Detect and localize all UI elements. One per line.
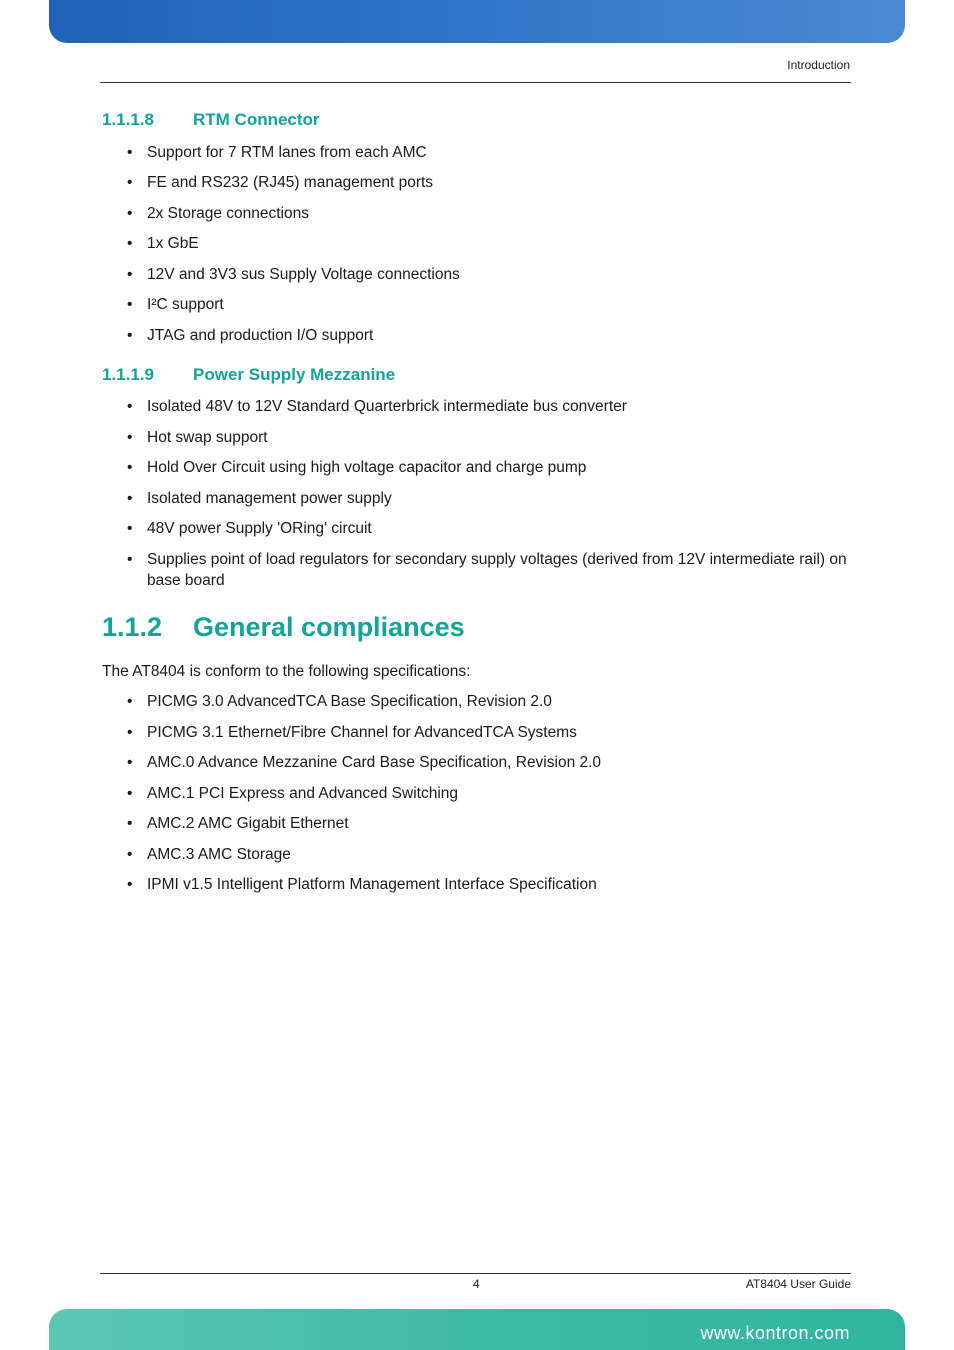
rtm-feature-list [102, 142, 852, 346]
list-item: • AMC.3 AMC Storage [127, 845, 291, 863]
bullet-icon: • [127, 459, 133, 476]
list-item: • I²C support [127, 296, 224, 313]
footer-divider [100, 1273, 851, 1274]
bullet-icon: • [127, 845, 133, 863]
list-item: • JTAG and production I/O support [127, 326, 374, 344]
bullet-icon: • [127, 754, 133, 771]
bullet-icon: • [127, 520, 133, 537]
psm-section-title: Power Supply Mezzanine [193, 364, 396, 384]
list-item: • 1x GbE [127, 235, 199, 252]
list-item: • Support for 7 RTM lanes from each AMC [127, 143, 427, 161]
compliance-section-title: General compliances [193, 612, 465, 642]
psm-feature-list [102, 396, 852, 591]
page-number: 4 [473, 1277, 480, 1291]
list-item: • 12V and 3V3 sus Supply Voltage connections [127, 265, 460, 283]
bullet-icon: • [127, 876, 133, 893]
document-title: AT8404 User Guide [745, 1277, 851, 1291]
list-item: • Hot swap support [127, 428, 268, 446]
list-item: • IPMI v1.5 Intelligent Platform Management Interface Specification [127, 876, 597, 893]
list-item: • AMC.2 AMC Gigabit Ethernet [127, 815, 349, 832]
bullet-icon: • [127, 550, 133, 568]
compliance-intro-paragraph: The AT8404 is conform to the following specifications: [102, 662, 471, 680]
power-supply-mezzanine-section [102, 363, 852, 591]
bullet-icon: • [127, 174, 133, 191]
list-item: • FE and RS232 (RJ45) management ports [127, 174, 434, 191]
general-compliances-section [102, 608, 852, 896]
bullet-icon: • [127, 143, 133, 161]
top-banner [49, 0, 905, 43]
rtm-section-title: RTM Connector [193, 110, 320, 129]
list-item: • AMC.1 PCI Express and Advanced Switching [127, 784, 459, 802]
bullet-icon: • [127, 693, 133, 710]
bullet-icon: • [127, 489, 133, 507]
list-item: • AMC.0 Advance Mezzanine Card Base Specification, Revision 2.0 [127, 754, 602, 771]
header-divider [100, 82, 851, 83]
list-item: • Supplies point of load regulators for secondary supply voltages (derived from 12V intermediate rail) on base board [127, 550, 847, 589]
list-item: • PICMG 3.1 Ethernet/Fibre Channel for AdvancedTCA Systems [127, 723, 577, 741]
list-item: • Isolated management power supply [127, 489, 392, 507]
bullet-icon: • [127, 235, 133, 252]
list-item: • 2x Storage connections [127, 204, 309, 222]
bullet-icon: • [127, 723, 133, 741]
running-header: Introduction [787, 58, 850, 72]
power-supply-mezzanine-heading [102, 363, 852, 387]
list-item: • PICMG 3.0 AdvancedTCA Base Specification, Revision 2.0 [127, 693, 552, 710]
page-content [102, 108, 852, 895]
bullet-icon: • [127, 398, 133, 415]
website-link[interactable]: www.kontron.com [700, 1323, 850, 1343]
bullet-icon: • [127, 428, 133, 446]
compliance-spec-list [102, 691, 852, 895]
general-compliances-heading [102, 608, 852, 648]
bullet-icon: • [127, 784, 133, 802]
bullet-icon: • [127, 296, 133, 313]
rtm-connector-section [102, 108, 852, 346]
bullet-icon: • [127, 326, 133, 344]
list-item: • Hold Over Circuit using high voltage capacitor and charge pump [127, 459, 587, 476]
compliance-section-number: 1.1.2 [102, 612, 163, 642]
list-item: • Isolated 48V to 12V Standard Quarterbrick intermediate bus converter [127, 398, 627, 415]
bottom-banner [49, 1309, 905, 1350]
rtm-connector-heading [102, 108, 852, 132]
list-item: • 48V power Supply 'ORing' circuit [127, 520, 372, 537]
bullet-icon: • [127, 815, 133, 832]
psm-section-number: 1.1.1.9 [102, 364, 154, 384]
rtm-section-number: 1.1.1.8 [102, 110, 154, 129]
bullet-icon: • [127, 204, 133, 222]
bullet-icon: • [127, 265, 133, 283]
